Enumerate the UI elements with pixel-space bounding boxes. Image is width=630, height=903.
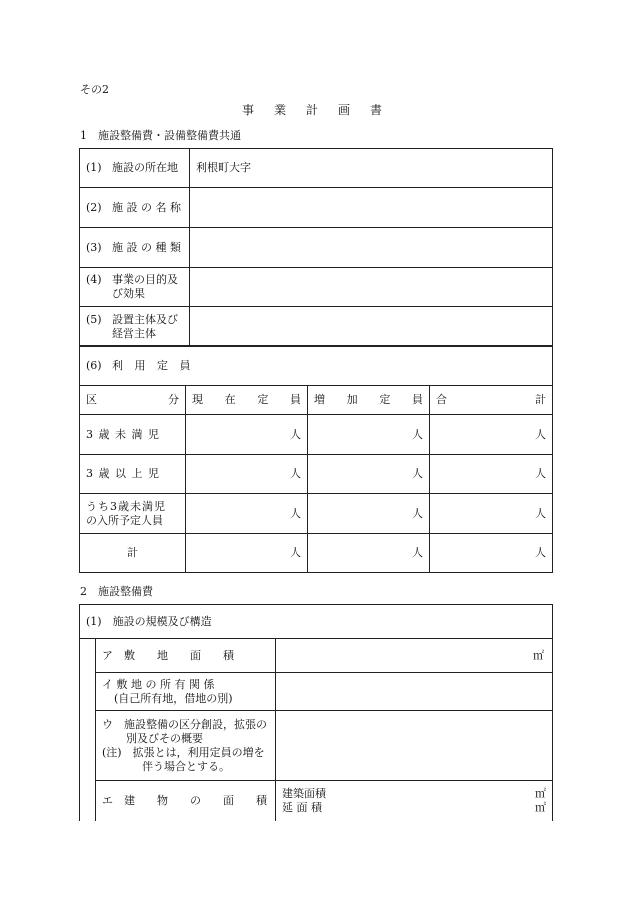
facility-info-table — [79, 148, 553, 347]
cell-current[interactable]: 人 — [186, 534, 308, 573]
indent-cell — [80, 639, 96, 821]
cell-increase[interactable]: 人 — [308, 534, 430, 573]
row-label-over3: 3 歳 以 上 児 — [80, 455, 186, 494]
table-row — [80, 673, 553, 711]
label-purpose: (4) 事業の目的及 び効果 — [80, 268, 190, 307]
cell-total[interactable]: 人 — [430, 415, 553, 455]
label-building-area: エ 建 物 の 面 積 — [96, 781, 276, 821]
cell-current[interactable]: 人 — [186, 455, 308, 494]
row-label-under3: 3 歳 未 満 児 — [80, 415, 186, 455]
label-construction-type: ウ 施設整備の区分創設，拡張の 別及びその概要 (注) 拡張とは，利用定員の増を 伴う場合とする。 — [96, 711, 276, 781]
section-2-heading: 2 施設整備費 — [80, 585, 153, 598]
label-site-area: ア 敷 地 面 積 — [96, 639, 276, 673]
value-site-area[interactable]: ㎡ — [276, 639, 553, 673]
value-land-ownership[interactable] — [276, 673, 553, 711]
row-purpose — [80, 268, 553, 307]
table-row — [80, 781, 553, 821]
label-facility-type: (3) 施 設 の 種 類 — [80, 228, 190, 268]
row-operator — [80, 307, 553, 347]
table-row — [80, 639, 553, 673]
row-label-planned: うち3歳未満児 の入所予定人員 — [80, 494, 186, 534]
cell-increase[interactable]: 人 — [308, 415, 430, 455]
cell-increase[interactable]: 人 — [308, 494, 430, 534]
structure-subheading: (1) 施設の規模及び構造 — [80, 605, 553, 639]
capacity-header-row — [80, 386, 553, 415]
structure-title-row — [80, 605, 553, 639]
cell-current[interactable]: 人 — [186, 415, 308, 455]
label-facility-name: (2) 施 設 の 名 称 — [80, 188, 190, 228]
col-header-current: 現 在 定 員 — [186, 386, 308, 415]
col-header-total: 合 計 — [430, 386, 553, 415]
facility-structure-table — [79, 604, 553, 821]
document-title: 事 業 計 画 書 — [242, 103, 387, 117]
table-row — [80, 415, 553, 455]
section-1-heading: 1 施設整備費・設備整備費共通 — [80, 129, 241, 142]
row-label-total: 計 — [80, 534, 186, 573]
label-location: (1) 施設の所在地 — [80, 149, 190, 188]
capacity-table — [79, 345, 553, 573]
row-facility-name — [80, 188, 553, 228]
cell-total[interactable]: 人 — [430, 455, 553, 494]
cell-current[interactable]: 人 — [186, 494, 308, 534]
table-row — [80, 494, 553, 534]
value-facility-type[interactable] — [190, 228, 553, 268]
value-location[interactable]: 利根町大字 — [190, 149, 553, 188]
value-construction-type[interactable] — [276, 711, 553, 781]
cell-total[interactable]: 人 — [430, 534, 553, 573]
capacity-title-row — [80, 346, 553, 386]
label-land-ownership: イ 敷 地 の 所 有 関 係 (自己所有地，借地の別) — [96, 673, 276, 711]
capacity-title: (6) 利 用 定 員 — [80, 346, 553, 386]
cell-increase[interactable]: 人 — [308, 455, 430, 494]
row-facility-type — [80, 228, 553, 268]
col-header-category: 区 分 — [80, 386, 186, 415]
table-row — [80, 534, 553, 573]
value-facility-name[interactable] — [190, 188, 553, 228]
value-purpose[interactable] — [190, 268, 553, 307]
label-operator: (5) 設置主体及び 経営主体 — [80, 307, 190, 347]
col-header-increase: 増 加 定 員 — [308, 386, 430, 415]
value-building-area[interactable]: 建築面積 ㎡ 延 面 積 ㎡ — [276, 781, 553, 821]
cell-total[interactable]: 人 — [430, 494, 553, 534]
document-label: その2 — [80, 83, 109, 96]
row-location — [80, 149, 553, 188]
value-operator[interactable] — [190, 307, 553, 347]
table-row — [80, 711, 553, 781]
table-row — [80, 455, 553, 494]
